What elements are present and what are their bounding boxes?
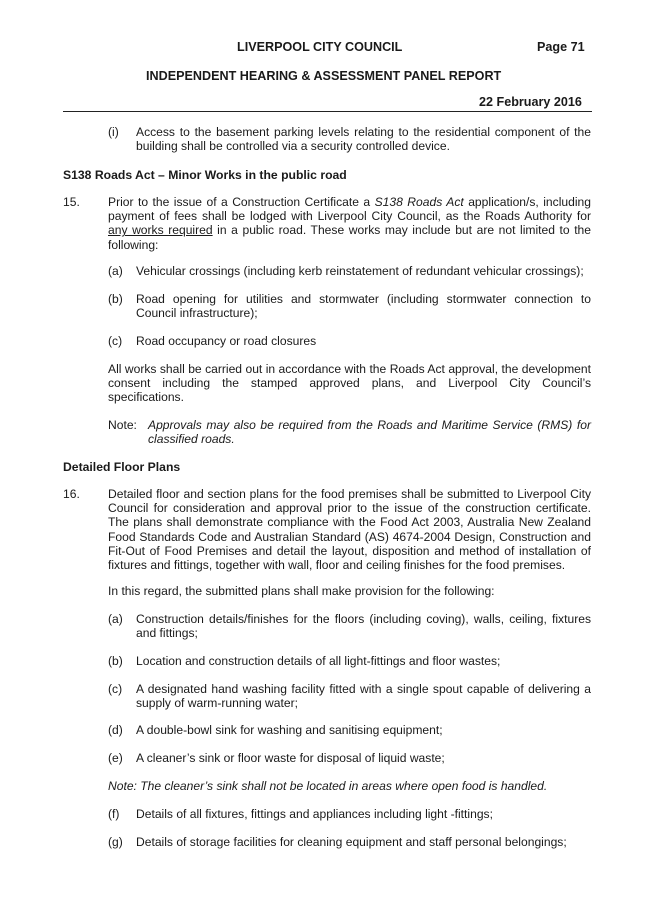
note-label: Note: [108, 418, 137, 432]
list-item-text: A cleaner’s sink or floor waste for disposal of liquid waste; [136, 751, 445, 765]
list-item-label: (e) [108, 751, 123, 765]
list-item-label: (b) [108, 292, 123, 306]
item-label: (i) [108, 125, 119, 139]
list-item-label: (c) [108, 334, 123, 348]
list-item-label: (b) [108, 654, 123, 668]
list-item-label: (g) [108, 835, 123, 849]
list-item-label: (f) [108, 807, 120, 821]
list-item-text: Details of storage facilities for cleaning equipment and staff personal belongings; [136, 835, 567, 849]
condition-number: 16. [63, 487, 80, 501]
condition-number: 15. [63, 195, 80, 209]
list-item-label: (c) [108, 682, 123, 696]
list-item-label: (a) [108, 612, 123, 626]
condition-paragraph: Prior to the issue of a Construction Certificate a S138 Roads Act application/s, including payment of fees shall be lodged with Liverpool City Council, as the Roads Authority for any works required in a public road. These works may include but are not limited to the following: [108, 195, 592, 252]
list-item-text: Details of all fixtures, fittings and appliances including light -fittings; [136, 807, 493, 821]
list-item-text: Road opening for utilities and stormwater (including stormwater connection to Council infrastructure); [136, 292, 591, 321]
page-number: Page 71 [537, 40, 585, 54]
list-item-text: Vehicular crossings (including kerb reinstatement of redundant vehicular crossings); [136, 264, 584, 278]
section-heading: Detailed Floor Plans [63, 460, 181, 474]
item-text: Access to the basement parking levels relating to the residential component of the building shall be controlled via a security controlled device. [136, 125, 591, 154]
header-divider [63, 111, 592, 112]
note-text: Approvals may also be required from the Roads and Maritime Service (RMS) for classified roads. [148, 418, 591, 447]
report-date: 22 February 2016 [479, 95, 582, 109]
note-text: Note: The cleaner’s sink shall not be located in areas where open food is handled. [108, 779, 548, 793]
list-item-text: Location and construction details of all light-fittings and floor wastes; [136, 654, 501, 668]
paragraph: All works shall be carried out in accordance with the Roads Act approval, the development consent including the stamped approved plans, and Liverpool City Council’s specifications. [108, 362, 591, 405]
condition-paragraph: Detailed floor and section plans for the food premises shall be submitted to Liverpool City Council for consideration and approval prior to the issue of the construction certificate. The plans shall demonstrate compliance with the Food Act 2003, Australia New Zealand Food Standards Code and Australian Standard (AS) 4674-2004 Design, Construction and Fit-Out of Food Premises and detail the layout, disposition and method of installation of fixtures and fittings, together with wall, floor and ceiling finishes for the food premises. [108, 487, 591, 573]
list-item-label: (a) [108, 264, 123, 278]
council-name: LIVERPOOL CITY COUNCIL [237, 40, 403, 54]
section-heading: S138 Roads Act – Minor Works in the public road [63, 168, 347, 182]
list-item-text: A double-bowl sink for washing and sanitising equipment; [136, 723, 443, 737]
paragraph: In this regard, the submitted plans shall make provision for the following: [108, 584, 495, 598]
list-item-text: Construction details/finishes for the floors (including coving), walls, ceiling, fixtures and fittings; [136, 612, 591, 641]
list-item-text: A designated hand washing facility fitted with a single spout capable of delivering a supply of warm-running water; [136, 682, 591, 711]
list-item-text: Road occupancy or road closures [136, 334, 317, 348]
report-title: INDEPENDENT HEARING & ASSESSMENT PANEL REPORT [146, 69, 502, 83]
list-item-label: (d) [108, 723, 123, 737]
